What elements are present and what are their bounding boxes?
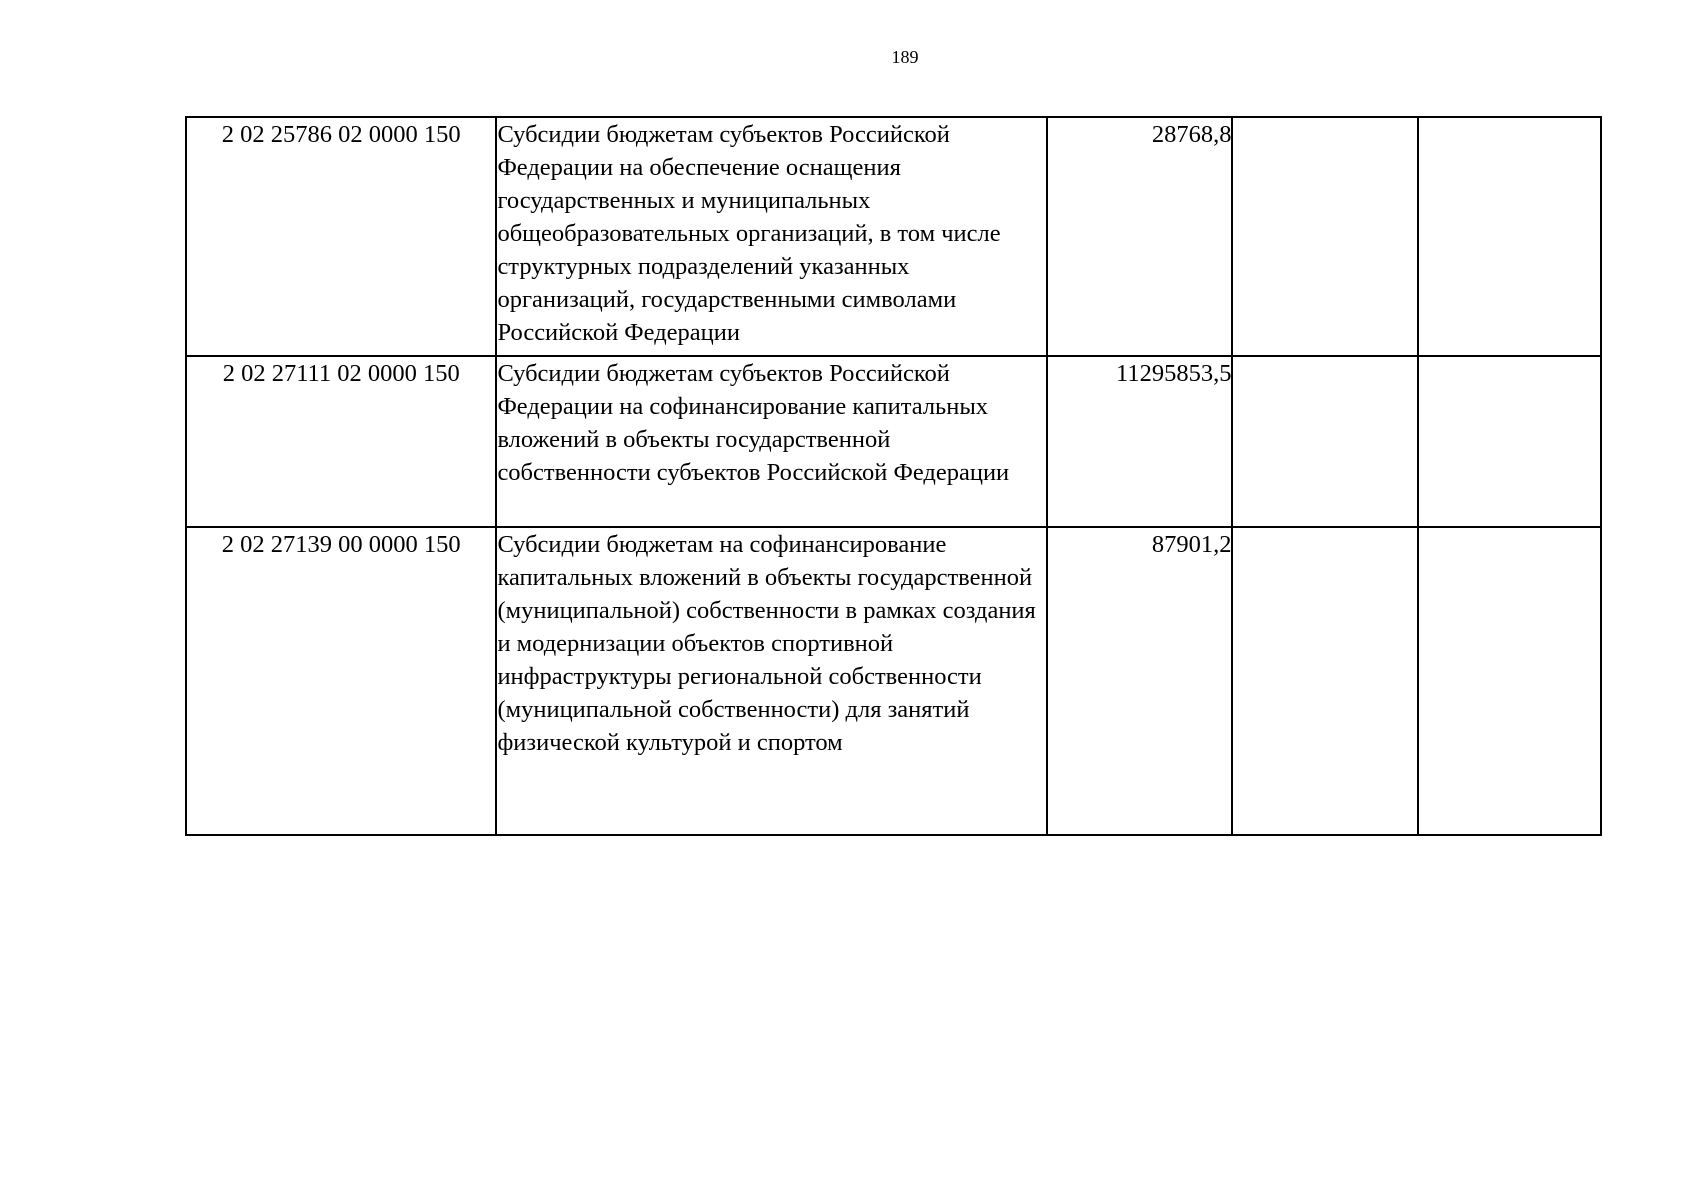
description-cell [496, 356, 1047, 527]
empty-cell [1418, 117, 1601, 356]
amount-cell: 28768,8 [1047, 117, 1232, 356]
table-row [186, 356, 1601, 527]
amount-cell: 11295853,5 [1047, 356, 1232, 527]
empty-cell [1418, 527, 1601, 835]
amount-cell: 87901,2 [1047, 527, 1232, 835]
description-cell [496, 527, 1047, 835]
table-row [186, 117, 1601, 356]
description-text: Субсидии бюджетам субъектов Российской Федерации на софинансирование капитальных вложений в объекты государственной собственности субъектов Российской Федерации [497, 360, 1010, 486]
page-number: 189 [891, 47, 919, 67]
empty-cell [1232, 117, 1417, 356]
description-text: Субсидии бюджетам субъектов Российской Федерации на обеспечение оснащения государственных и муниципальных общеобразовательных организаций, в том числе структурных подразделений указанных организаций, государственными символами Российской Федерации [497, 121, 1001, 346]
budget-code-cell: 2 02 27139 00 0000 150 [186, 527, 496, 835]
budget-code-cell: 2 02 25786 02 0000 150 [186, 117, 496, 356]
description-cell [496, 117, 1047, 356]
empty-cell [1232, 527, 1417, 835]
empty-cell [1232, 356, 1417, 527]
budget-table [185, 116, 1602, 836]
budget-code-cell: 2 02 27111 02 0000 150 [186, 356, 496, 527]
empty-cell [1418, 356, 1601, 527]
description-text: Субсидии бюджетам на софинансирование капитальных вложений в объекты государственной (муниципальной) собственности в рамках создания и модернизации объектов спортивной инфраструктуры региональной собственности (муниципальной собственности) для занятий физической культурой и спортом [497, 531, 1036, 756]
table-row [186, 527, 1601, 835]
